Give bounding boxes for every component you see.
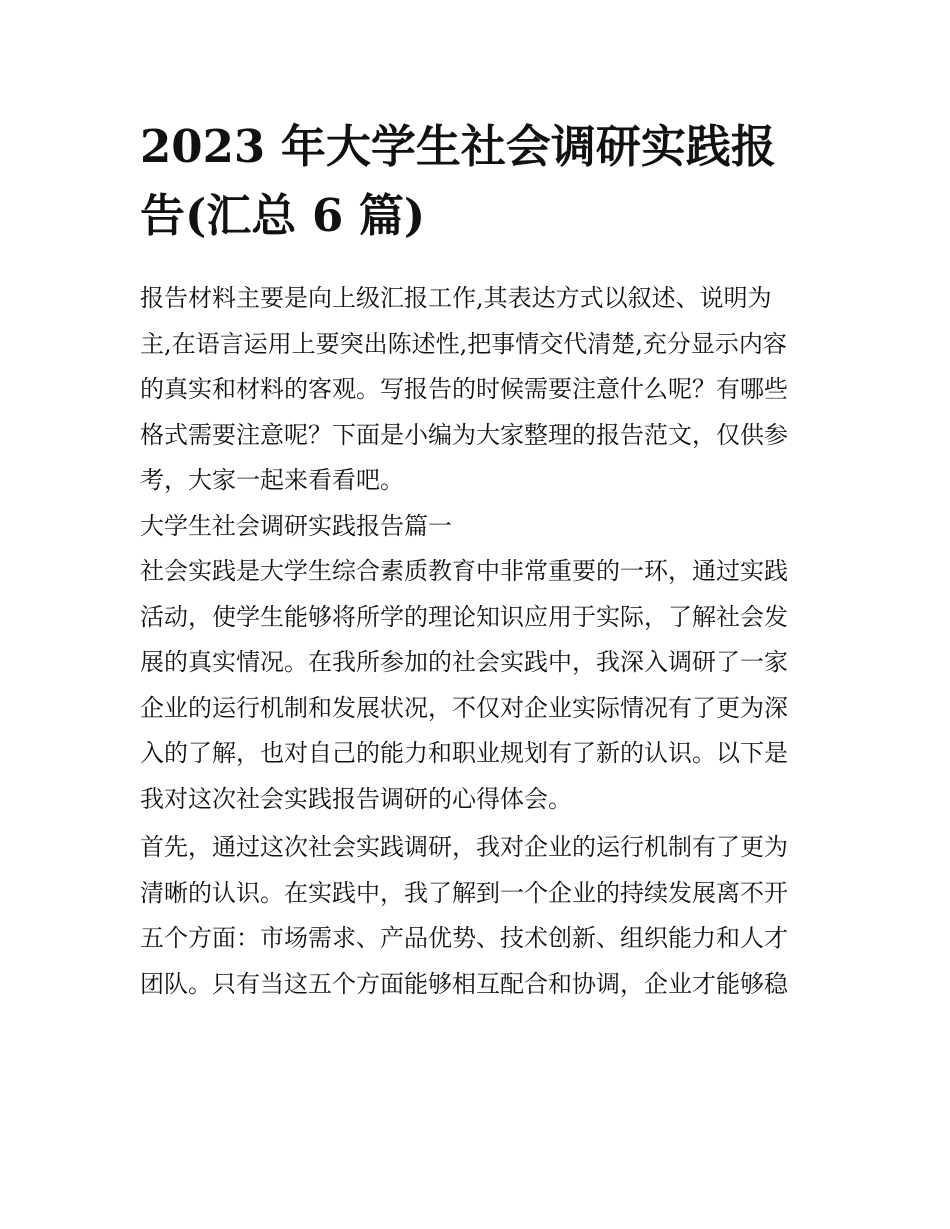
intro-line: 格式需要注意呢？下面是小编为大家整理的报告范文，仅供参 (140, 420, 788, 449)
body-line: 社会实践是大学生综合素质教育中非常重要的一环，通过实践 (140, 557, 788, 585)
body-line: 五个方面：市场需求、产品优势、技术创新、组织能力和人才 (140, 924, 788, 952)
body-line: 展的真实情况。在我所参加的社会实践中，我深入调研了一家 (140, 648, 788, 676)
intro-line: 考，大家一起来看看吧。 (140, 466, 404, 494)
title-line-2: 告(汇总 6 篇) (140, 189, 426, 242)
body-line: 团队。只有当这五个方面能够相互配合和协调，企业才能够稳 (140, 969, 788, 998)
document-title (140, 112, 812, 250)
body-line: 企业的运行机制和发展状况，不仅对企业实际情况有了更为深 (140, 693, 788, 722)
intro-line: 主,在语言运用上要突出陈述性,把事情交代清楚,充分显示内容 (140, 329, 787, 358)
body-line: 入的了解，也对自己的能力和职业规划有了新的认识。以下是 (140, 739, 788, 767)
intro-line: 的真实和材料的客观。写报告的时候需要注意什么呢？有哪些 (140, 375, 788, 403)
section-heading-block (140, 504, 812, 550)
body-paragraph-1 (140, 549, 812, 822)
title-line-1: 2023 年大学生社会调研实践报 (140, 120, 776, 173)
document-page (140, 112, 812, 1007)
intro-line: 报告材料主要是向上级汇报工作,其表达方式以叙述、说明为 (140, 284, 772, 312)
body-line: 首先，通过这次社会实践调研，我对企业的运行机制有了更为 (140, 833, 788, 861)
body-line: 清晰的认识。在实践中，我了解到一个企业的持续发展离不开 (140, 878, 788, 907)
body-line: 我对这次社会实践报告调研的心得体会。 (140, 784, 572, 813)
intro-paragraph (140, 276, 812, 504)
body-paragraph-2 (140, 825, 812, 1007)
body-line: 活动，使学生能够将所学的理论知识应用于实际，了解社会发 (140, 602, 788, 631)
section-heading: 大学生社会调研实践报告篇一 (140, 511, 452, 540)
